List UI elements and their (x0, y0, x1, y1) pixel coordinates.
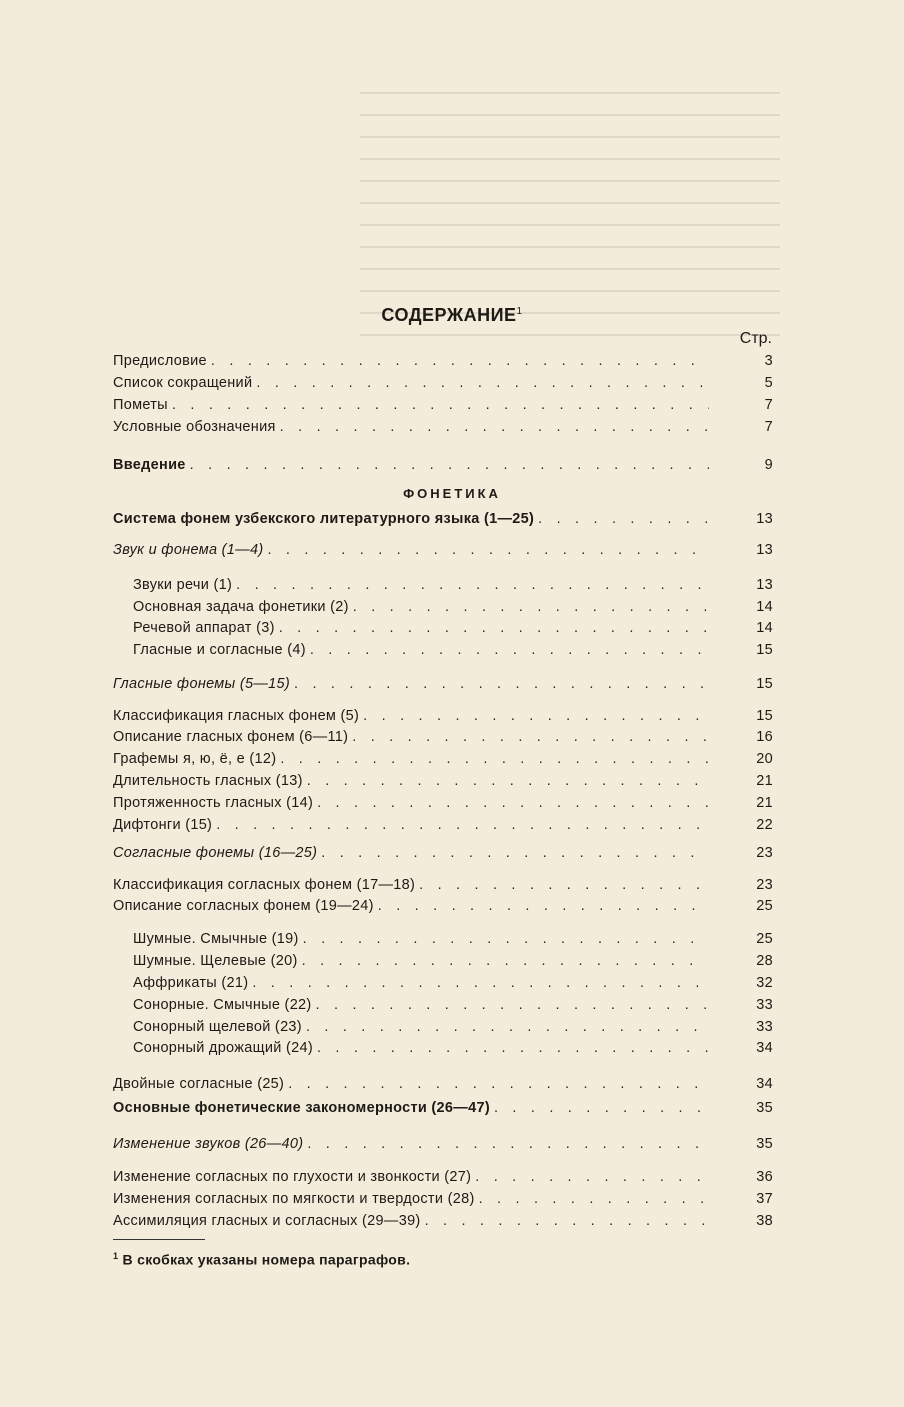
entry-title: Длительность гласных (13) (113, 773, 303, 789)
dot-leader (317, 1040, 709, 1056)
dot-leader (236, 577, 709, 593)
toc-entry (113, 457, 773, 477)
entry-title: Пометы (113, 397, 168, 413)
footnote-text: В скобках указаны номера параграфов. (122, 1251, 411, 1268)
footnote-number: 1 (113, 1251, 119, 1261)
toc-entry (133, 975, 773, 995)
entry-title: Шумные. Смычные (19) (133, 931, 299, 947)
dot-leader (294, 676, 709, 692)
page-number: 32 (756, 975, 773, 991)
entry-title: Графемы я, ю, ё, е (12) (113, 751, 277, 767)
entry-title: Шумные. Щелевые (20) (133, 953, 298, 969)
entry-title: Гласные и согласные (4) (133, 642, 306, 658)
entry-title: Условные обозначения (113, 419, 276, 435)
page-number: 9 (764, 457, 773, 473)
entry-title: Описание гласных фонем (6—11) (113, 729, 349, 745)
dot-leader (211, 353, 709, 369)
entry-title: Предисловие (113, 353, 207, 369)
footnote-divider (113, 1239, 205, 1240)
toc-entry (133, 642, 773, 662)
dot-leader (317, 795, 709, 811)
dot-leader (307, 1136, 709, 1152)
dot-leader (216, 817, 709, 833)
entry-title: Согласные фонемы (16—25) (113, 845, 318, 861)
toc-entry (133, 620, 773, 640)
dot-leader (419, 877, 709, 893)
toc-entry (113, 708, 773, 728)
entry-title: Двойные согласные (25) (113, 1076, 285, 1092)
toc-entry (113, 817, 773, 837)
page-number: 14 (756, 620, 773, 636)
dot-leader (538, 511, 709, 527)
toc-entry (113, 1100, 773, 1120)
page-number: 34 (756, 1040, 773, 1056)
toc-entry (113, 898, 773, 918)
page-number: 15 (756, 642, 773, 658)
toc-entry (133, 953, 773, 973)
dot-leader (307, 773, 709, 789)
page-number: 21 (756, 773, 773, 789)
entry-title: Дифтонги (15) (113, 817, 213, 833)
toc-entry (113, 1213, 773, 1233)
toc-entry (113, 419, 773, 439)
entry-title: Гласные фонемы (5—15) (113, 676, 290, 692)
entry-title: Речевой аппарат (3) (133, 620, 275, 636)
dot-leader (425, 1213, 709, 1229)
page-number: 21 (756, 795, 773, 811)
toc-entry (113, 1136, 773, 1156)
dot-leader (363, 708, 709, 724)
footnote-mark: 1 (516, 306, 523, 317)
page-number: 20 (756, 751, 773, 767)
toc-entry (133, 931, 773, 951)
dot-leader (494, 1100, 709, 1116)
page-number: 23 (756, 845, 773, 861)
entry-title: Классификация согласных фонем (17—18) (113, 877, 416, 893)
page-number: 16 (756, 729, 773, 745)
toc-entry (113, 877, 773, 897)
toc-entry (113, 1076, 773, 1096)
page-number: 28 (756, 953, 773, 969)
footnote (113, 1251, 410, 1268)
dot-leader (353, 599, 709, 615)
toc-entry (133, 577, 773, 597)
page-number: 33 (756, 1019, 773, 1035)
dot-leader (306, 1019, 709, 1035)
dot-leader (378, 898, 709, 914)
entry-title: Звуки речи (1) (133, 577, 233, 593)
title-text: СОДЕРЖАНИЕ (381, 305, 517, 325)
entry-title: Основная задача фонетики (2) (133, 599, 349, 615)
page-column-label: Стр. (739, 330, 772, 347)
entry-title: Изменения согласных по мягкости и твердости (28) (113, 1191, 475, 1207)
entry-title: Протяженность гласных (14) (113, 795, 314, 811)
entry-title: Список сокращений (113, 375, 253, 391)
dot-leader (172, 397, 709, 413)
dot-leader (321, 845, 709, 861)
section-heading: ФОНЕТИКА (403, 486, 501, 501)
page-number: 15 (756, 676, 773, 692)
entry-title: Классификация гласных фонем (5) (113, 708, 360, 724)
dot-leader (280, 751, 709, 767)
dot-leader (288, 1076, 709, 1092)
dot-leader (279, 620, 709, 636)
dot-leader (252, 975, 709, 991)
page-number: 7 (764, 419, 773, 435)
toc-entry (133, 1040, 773, 1060)
dot-leader (316, 997, 709, 1013)
entry-title: Звук и фонема (1—4) (113, 542, 264, 558)
dot-leader (190, 457, 709, 473)
page-number: 7 (764, 397, 773, 413)
page-number: 13 (756, 542, 773, 558)
dot-leader (310, 642, 709, 658)
dot-leader (303, 931, 709, 947)
toc-entry (113, 729, 773, 749)
dot-leader (280, 419, 709, 435)
page-number: 14 (756, 599, 773, 615)
page-number: 25 (756, 898, 773, 914)
entry-title: Описание согласных фонем (19—24) (113, 898, 374, 914)
toc-entry (113, 845, 773, 865)
page-number: 25 (756, 931, 773, 947)
toc-entry (113, 1169, 773, 1189)
toc-entry (113, 795, 773, 815)
page-number: 35 (756, 1136, 773, 1152)
toc-entry (113, 751, 773, 771)
page-number: 15 (756, 708, 773, 724)
page-number: 5 (764, 375, 773, 391)
page-number: 23 (756, 877, 773, 893)
dot-leader (475, 1169, 709, 1185)
toc-entry (113, 773, 773, 793)
toc-entry (113, 511, 773, 531)
page-number: 35 (756, 1100, 773, 1116)
page-number: 13 (756, 511, 773, 527)
entry-title: Изменение согласных по глухости и звонкости (27) (113, 1169, 472, 1185)
dot-leader (479, 1191, 709, 1207)
dot-leader (352, 729, 709, 745)
toc-entry (133, 997, 773, 1017)
page-number: 37 (756, 1191, 773, 1207)
page-number: 33 (756, 997, 773, 1013)
entry-title: Основные фонетические закономерности (26—47) (113, 1100, 490, 1116)
toc-entry (113, 353, 773, 373)
page-title (0, 305, 904, 326)
entry-title: Изменение звуков (26—40) (113, 1136, 304, 1152)
entry-title: Система фонем узбекского литературного языка (1—25) (113, 511, 535, 527)
toc-entry (113, 542, 773, 562)
toc-entry (133, 1019, 773, 1039)
page-number: 36 (756, 1169, 773, 1185)
dot-leader (267, 542, 709, 558)
page-number: 3 (764, 353, 773, 369)
toc-entry (133, 599, 773, 619)
entry-title: Сонорный щелевой (23) (133, 1019, 302, 1035)
toc-entry (113, 676, 773, 696)
page-number: 13 (756, 577, 773, 593)
toc-entry (113, 397, 773, 417)
toc-entry (113, 1191, 773, 1211)
toc-entry (113, 375, 773, 395)
page-number: 34 (756, 1076, 773, 1092)
page-number: 22 (756, 817, 773, 833)
entry-title: Сонорный дрожащий (24) (133, 1040, 313, 1056)
page-number: 38 (756, 1213, 773, 1229)
dot-leader (302, 953, 709, 969)
entry-title: Аффрикаты (21) (133, 975, 249, 991)
entry-title: Введение (113, 457, 186, 473)
entry-title: Ассимиляция гласных и согласных (29—39) (113, 1213, 421, 1229)
entry-title: Сонорные. Смычные (22) (133, 997, 312, 1013)
dot-leader (256, 375, 709, 391)
